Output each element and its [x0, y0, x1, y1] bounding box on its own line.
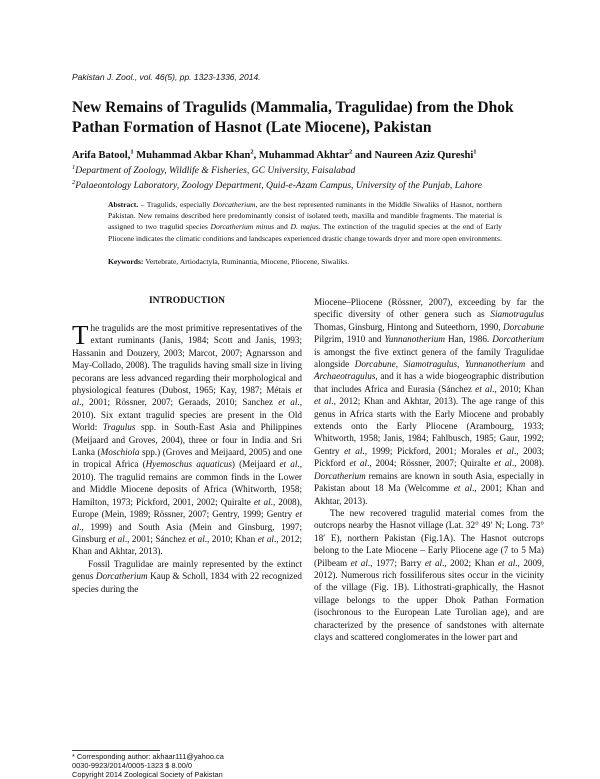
body-text: Pilgrim, 1910 and [314, 334, 385, 345]
italic-term: Dorcatherium [492, 334, 544, 345]
italic-term: et al [314, 396, 332, 407]
body-text: Kaup & Scholl, 1834 with 22 recognized species during the [72, 571, 302, 594]
abstract-text: Dorcatherium minus [210, 222, 275, 232]
italic-term: et al [257, 533, 274, 544]
paragraph [314, 507, 544, 643]
author-name: Arifa Batool, [72, 150, 131, 161]
right-column [314, 296, 544, 643]
italic-term: Archaeotragulus [314, 371, 376, 382]
italic-term: et al [253, 496, 271, 507]
italic-term: Tragulus [102, 422, 136, 433]
abstract-label: Abstract. [108, 200, 139, 209]
body-text: ., 2001; Rössner, 2007; Geraads, 2010; Sanchez [79, 397, 279, 408]
italic-term: Dorcatherium [95, 571, 148, 582]
abstract-text: , are the best represented ruminants in the Middle Siwaliks of Hasnot, northern Pakistan. New remains described here predominantly consist of isolated teeth, maxilla and mandible fragments. The material is assigned to two tragulid species [108, 200, 502, 232]
body-text: is amongst the five extinct genera of the family Tragulidae alongside [314, 346, 544, 370]
body-text: The new recovered tragulid material comes from the outcrops nearby the Hasnot village (Lat. 32° 49′ N; Long. 73° 18′ E), northern Pakistan (Fig.1A). The Hasnot outcrops belong to the Late Miocene – Early Pliocene age (7 to 5 Ma) (Pilbeam [314, 507, 544, 568]
italic-term: et al [72, 385, 302, 408]
section-heading: INTRODUCTION [148, 296, 225, 306]
body-text: Miocene–Pliocene (Rössner, 2007), exceeding by far the specific diversity of other genera such as [314, 297, 544, 320]
body-text: , and it has a wide biogeographic distribution that includes Africa and Eurasia (Sánchez [314, 371, 544, 394]
body-text: Han, 1986. [444, 334, 493, 345]
body-text: ., 2010). The tragulid remains are common finds in the Lower and Middle Miocene deposits of Africa (Whitworth, 1958; Hamilton, 1973; Pickford, 2001, 2002; Quiralte [72, 459, 302, 507]
body-text: ., 2010). Six extant tragulid species are present in the Old World: [72, 397, 302, 433]
author-name: , Muhammad Akhtar [253, 150, 350, 161]
body-text: ., 2012; Khan and Akhtar, 2013). The age range of this genus in Africa starts with the Early Miocene and probably extends onto the Early Pliocene (Arambourg, 1933; Whitworth, 1958; Janis, 1984; Fahlbusch, 1985; Gaur, 1992; Gentry [314, 396, 544, 456]
italic-term: et al [497, 557, 516, 568]
italic-term: et al [188, 533, 205, 544]
body-text: ., 2001; Khan and Akhtar, 2013). [314, 483, 545, 506]
abstract-text: D. majus [290, 222, 319, 232]
italic-term: Hyemoschus aquaticus [145, 459, 232, 470]
author-sup: 1 [473, 148, 477, 156]
affiliation-sup: 1 [72, 163, 76, 171]
body-text: ., 2002; Khan [442, 557, 498, 568]
body-text: ., 2012; Khan and Akhtar, 2013). [72, 533, 302, 557]
affiliation-text: Department of Zoology, Wildlife & Fisheries, GC University, Faisalabad [75, 165, 356, 176]
body-text: spp.) (Groves and Meijaard, 2005) and one in tropical Africa ( [72, 447, 303, 470]
italic-term: et al [350, 557, 368, 568]
body-text: ., 1999) and South Asia (Mein and Ginsburg, 1997; Ginsburg [72, 521, 302, 544]
abstract-text: Dorcatherium [212, 200, 256, 209]
body-text: ., 2010; Khan [492, 383, 544, 394]
paragraph [72, 322, 302, 558]
italic-term: et al [278, 397, 298, 408]
italic-term: Dorcabune [503, 321, 544, 332]
italic-term: Yunnanotherium [384, 334, 445, 345]
author-sup: 1 [130, 148, 134, 156]
abstract-text: . The extinction of the tragulid species at the end of Early Pliocene indicates the climatic conditions and landscapes experienced drastic change towards dryer and more open environments. [108, 222, 502, 243]
italic-term: et al [494, 458, 512, 469]
italic-term: Siamotragulus [490, 309, 544, 320]
body-text: and [525, 359, 545, 370]
keywords-label: Keywords: [108, 257, 144, 266]
italic-term: et al [475, 383, 493, 394]
affiliation-1 [72, 165, 355, 176]
italic-term: et al [495, 445, 514, 456]
author-sup: 2 [250, 148, 254, 156]
italic-term: Dorcatherium [314, 470, 366, 481]
body-text: Fossil Tragulidae are mainly represented by the extinct genus [72, 558, 302, 582]
paragraph [314, 296, 544, 507]
footnote-copyright: Copyright 2014 Zoological Society of Pakistan [72, 770, 223, 779]
affiliation-sup: 2 [72, 178, 76, 186]
body-text: ., 2008), Europe (Mein, 1989; Rössner, 2007; Gentry, 1999; Gentry [72, 496, 303, 520]
keywords-text: Vertebrate, Artiodactyla, Ruminantia, Miocene, Pliocene, Siwaliks. [143, 257, 350, 266]
author-name: Muhammad Akbar Khan [133, 150, 251, 161]
footnote-issn: 0030-9923/2014/0005-1323 $ 8.00/0 [72, 761, 193, 770]
body-text: remains are known in south Asia, especially in Pakistan about 18 Ma (Welcomme [314, 470, 544, 494]
abstract-text: and [274, 222, 291, 232]
paper-title: New Remains of Tragulids (Mammalia, Tragulidae) from the Dhok Pathan Formation of Hasnot (Late Miocene), Pakistan [72, 99, 514, 136]
body-text: ., 1999; Pickford, 2001; Morales [362, 445, 496, 456]
abstract-text: – Tragulids, especially [138, 200, 213, 209]
affiliation-text: Palaeontology Laboratory, Zoology Department, Quid-e-Azam Campus, University of the Punjab, Lahore [75, 180, 483, 191]
author-name: and Naureen Aziz Qureshi [352, 150, 474, 161]
italic-term: et al [279, 459, 298, 470]
body-text: ., 2003; Pickford [314, 445, 545, 469]
keywords [108, 257, 349, 266]
body-text: ., 2010; Khan [204, 533, 258, 544]
italic-term: et al [349, 458, 368, 469]
italic-term: et al [453, 483, 473, 494]
body-text: spp. in South-East Asia and Philippines (Meijaard and Groves, 2004), three or four in India and Sri Lanka ( [72, 422, 302, 458]
body-text: he tragulids are the most primitive representatives of the extant ruminants (Janis, 1984; Scott and Janis, 1993; Hassanin and Douzery, 2003; Marcot, 2007; Agnarsson and May-Collado, 2008). The tragulids having small size in living pecorans are less advanced regarding their morphological and physiological features (Dubost, 1965; Kay, 1987; Métais [72, 323, 302, 396]
italic-term: et al [72, 509, 302, 532]
italic-term: et al [344, 445, 363, 456]
body-text: ., 1977; Barry [367, 557, 425, 568]
italic-term: et al [108, 533, 125, 544]
body-text: ., 2001; Sánchez [124, 533, 189, 544]
left-column [72, 322, 302, 595]
affiliation-2 [72, 180, 482, 191]
body-text: ) (Meijaard [231, 459, 280, 470]
body-text: ., 2008). [511, 458, 545, 469]
body-text: Thomas, Ginsburg, Hintong and Suteethorn, 1990, [314, 321, 503, 332]
italic-term: Dorcabune, Siamotragulus, Yunnanotherium [354, 359, 526, 370]
author-list [72, 150, 477, 161]
italic-term: et al [424, 557, 443, 568]
paragraph [72, 558, 302, 595]
journal-citation: Pakistan J. Zool., vol. 46(5), pp. 1323-1336, 2014. [72, 72, 261, 82]
abstract [108, 199, 502, 244]
body-text: ., 2009, 2012). Numerous rich fossiliferous sites occur in the vicinity of the village (Fig. 1B). Lithostrati-graphically, the Hasnot village belongs to the upper Dhok Pathan Formation (isochronous to the European Late Turolian age), and are characterized by the presence of sandstones with alternate clays and scattered conglomerates in the lower part and [314, 557, 545, 642]
footnote-corresponding: * Corresponding author: akhaar111@yahoo.ca [72, 752, 224, 761]
body-text: ., 2004; Rössner, 2007; Quiralte [367, 458, 495, 469]
footnote-rule [72, 750, 160, 751]
drop-cap: T [72, 320, 89, 350]
italic-term: Moschiola [100, 447, 140, 458]
author-sup: 2 [349, 148, 353, 156]
